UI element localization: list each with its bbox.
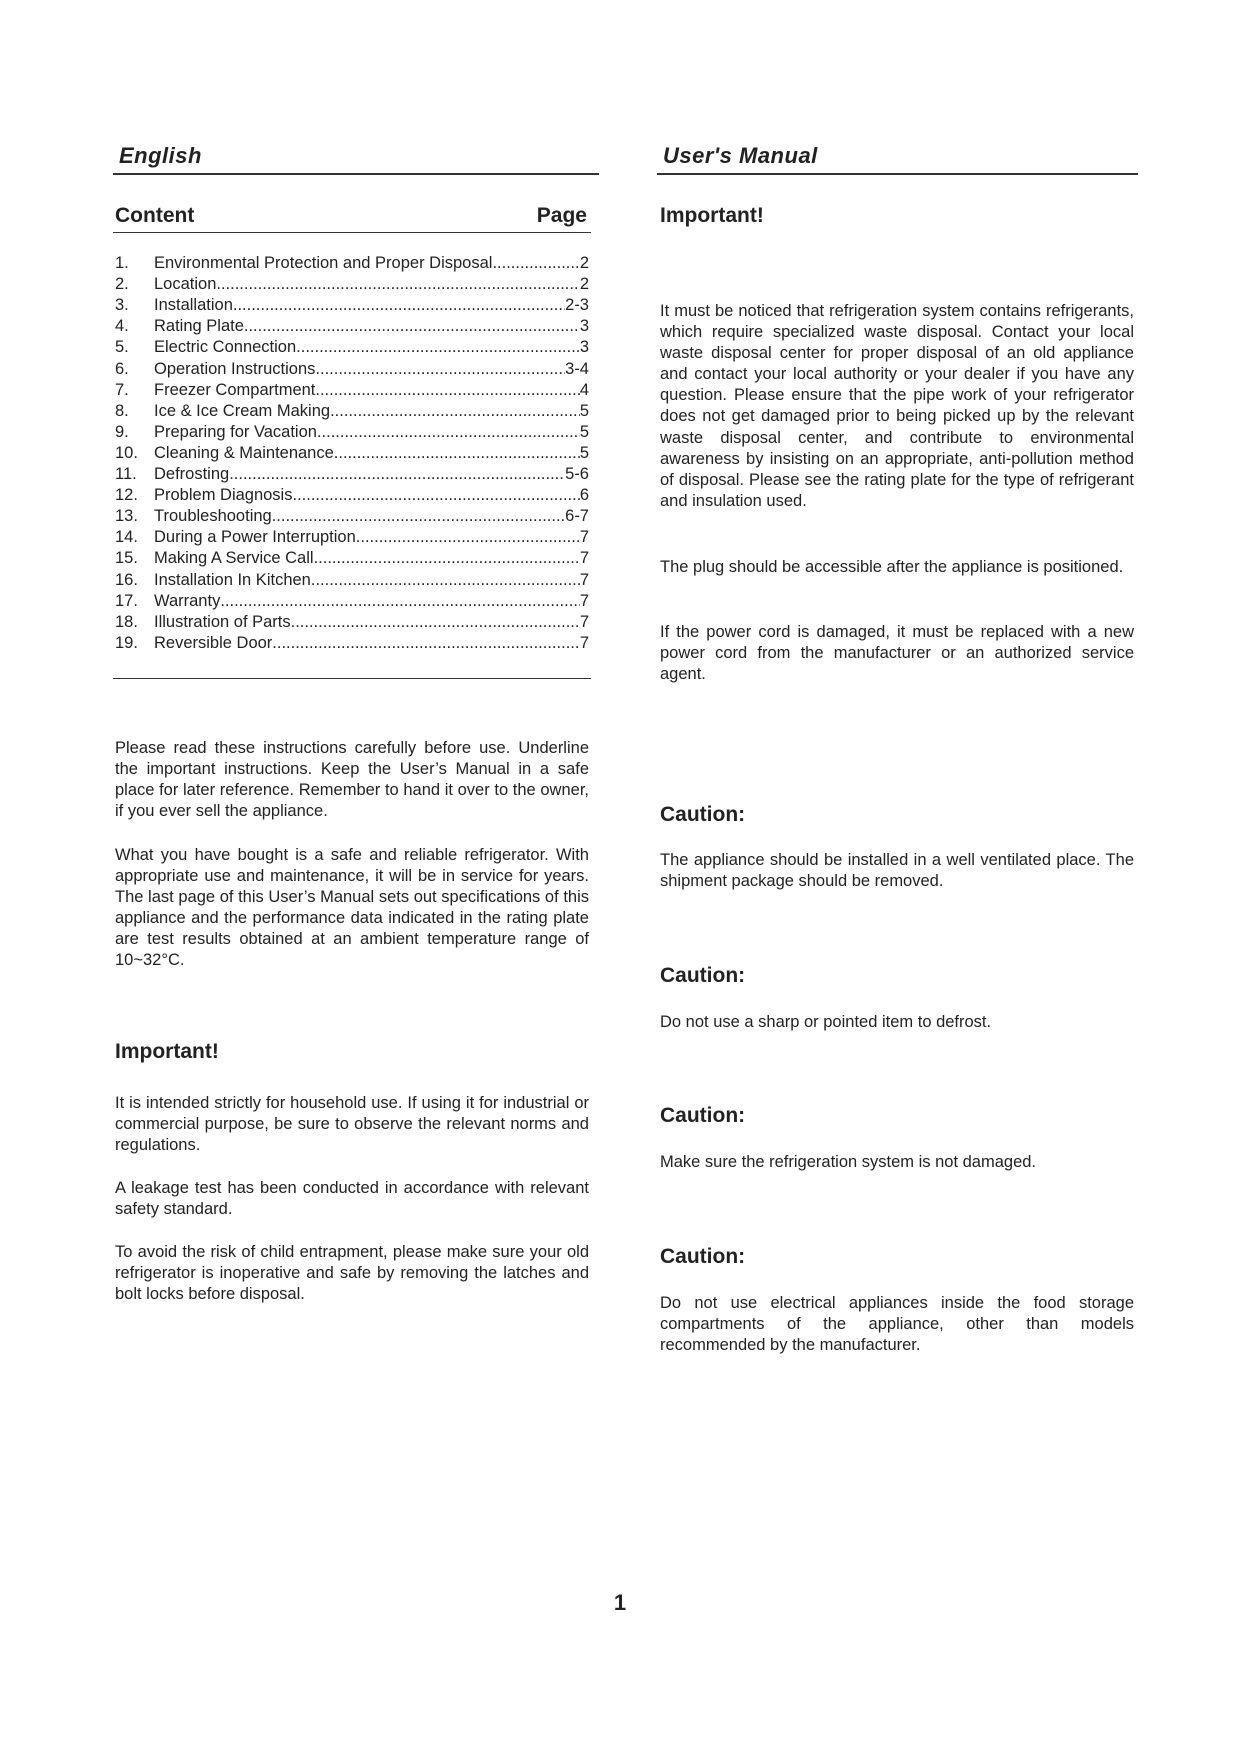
toc-item-leader <box>315 359 565 380</box>
toc-item-leader <box>311 570 580 591</box>
toc-item-leader <box>296 337 580 358</box>
toc-item <box>115 316 589 337</box>
toc-item-number: 1. <box>115 254 129 273</box>
toc-item-title: Cleaning & Maintenance <box>154 443 334 462</box>
toc-item-leader <box>291 612 580 633</box>
toc-item-leader <box>317 422 580 443</box>
left-important-paragraph-1: It is intended strictly for household use. If using it for industrial or commercial purpose, be sure to observe the relevant norms and regulations. <box>115 1094 589 1155</box>
caution-text-1: The appliance should be installed in a well ventilated place. The shipment package should be removed. <box>660 851 1134 891</box>
toc-item-page: 5 <box>579 422 589 441</box>
toc-item-title: Location <box>154 275 217 294</box>
caution-heading-2: Caution: <box>660 964 746 987</box>
toc-item-page: 3 <box>579 338 589 357</box>
toc-item-page: 6-7 <box>565 507 589 526</box>
toc-item-number: 2. <box>115 275 129 294</box>
toc-item-title: Installation <box>154 296 233 315</box>
toc-item-title: Warranty <box>154 591 221 610</box>
caution-text-4: Do not use electrical appliances inside the food storage compartments of the appliance, other than models recommended by the manufacturer. <box>660 1294 1134 1355</box>
toc-item <box>115 274 589 295</box>
toc-item-page: 4 <box>579 380 589 399</box>
caution-text-2: Do not use a sharp or pointed item to defrost. <box>660 1013 992 1031</box>
toc-item-page: 5-6 <box>565 465 589 484</box>
left-important-paragraph-2: A leakage test has been conducted in accordance with relevant safety standard. <box>115 1179 589 1219</box>
left-important-paragraph-3: To avoid the risk of child entrapment, please make sure your old refrigerator is inoperative and safe by removing the latches and bolt locks before disposal. <box>115 1243 589 1304</box>
toc-item-page: 7 <box>579 570 589 589</box>
toc-item-title: Illustration of Parts <box>154 612 291 631</box>
toc-item-title: Electric Connection <box>154 338 297 357</box>
caution-heading-3: Caution: <box>660 1104 746 1127</box>
caution-heading-1: Caution: <box>660 803 746 826</box>
toc-item-leader <box>315 380 579 401</box>
toc-item-title: Operation Instructions <box>154 359 316 378</box>
right-important-paragraph-1: It must be noticed that refrigeration system contains refrigerants, which require specialized waste disposal. Contact your local waste disposal center for proper disposal of an old appliance and contact your local authority or your dealer if you have any question. Please ensure that the pipe work of your refrigerator does not get damaged prior to being picked up by the relevant waste disposal center, and contribute to environmental awareness by insisting on an appropriate, anti-pollution method of disposal. Please see the rating plate for the type of refrigerant and insulation used. <box>660 302 1134 510</box>
toc-item-number: 15. <box>115 549 138 568</box>
toc-divider <box>113 678 591 679</box>
right-important-paragraph-3: If the power cord is damaged, it must be replaced with a new power cord from the manufacturer or an authorized service agent. <box>660 623 1134 684</box>
toc-item-leader <box>356 527 580 548</box>
toc-item-leader <box>229 464 565 485</box>
toc-item-title: Ice & Ice Cream Making <box>154 401 331 420</box>
toc-item-title: Troubleshooting <box>154 507 272 526</box>
toc-item-page: 7 <box>579 528 589 547</box>
toc-item-page: 3 <box>579 317 589 336</box>
toc-item-leader <box>216 274 579 295</box>
toc-item <box>115 337 589 358</box>
toc-item-title: Making A Service Call <box>154 549 314 568</box>
toc-item-page: 6 <box>579 486 589 505</box>
toc-item-leader <box>292 485 579 506</box>
toc-item <box>115 443 589 464</box>
toc-item-page: 2 <box>579 275 589 294</box>
left-important-heading: Important! <box>115 1040 219 1063</box>
toc-item-title: Defrosting <box>154 465 230 484</box>
toc-page-label: Page <box>536 204 587 227</box>
toc-item <box>115 358 589 379</box>
toc-item-number: 8. <box>115 401 129 420</box>
right-important-heading: Important! <box>660 204 764 227</box>
right-important-paragraph-2: The plug should be accessible after the appliance is positioned. <box>660 558 1124 576</box>
toc-item <box>115 527 589 548</box>
toc-item-number: 19. <box>115 633 138 652</box>
caution-text-3: Make sure the refrigeration system is not damaged. <box>660 1153 1037 1171</box>
toc-item-page: 2-3 <box>565 296 589 315</box>
toc-item <box>115 633 589 654</box>
toc-item-leader <box>330 401 580 422</box>
toc-item-leader <box>272 506 565 527</box>
toc-item-leader <box>244 316 580 337</box>
toc-item-title: Rating Plate <box>154 317 244 336</box>
toc-title: Content <box>115 204 195 227</box>
toc-item <box>115 485 589 506</box>
toc-item <box>115 548 589 569</box>
toc-item-title: Problem Diagnosis <box>154 486 293 505</box>
toc-list <box>115 253 589 654</box>
toc-item-title: Installation In Kitchen <box>154 570 311 589</box>
toc-item-title: During a Power Interruption <box>154 528 356 547</box>
toc-item <box>115 253 589 274</box>
toc-item <box>115 401 589 422</box>
toc-header <box>113 204 591 233</box>
toc-item <box>115 464 589 485</box>
toc-item-number: 10. <box>115 443 138 462</box>
caution-heading-4: Caution: <box>660 1245 746 1268</box>
toc-item <box>115 380 589 401</box>
toc-item-number: 6. <box>115 359 129 378</box>
toc-item-title: Reversible Door <box>154 633 273 652</box>
header-title: User's Manual <box>657 143 1138 175</box>
toc-item <box>115 591 589 612</box>
toc-item-page: 7 <box>579 612 589 631</box>
toc-item-leader <box>272 633 580 654</box>
toc-item-page: 7 <box>579 549 589 568</box>
toc-item-number: 11. <box>115 465 137 484</box>
toc-item-number: 12. <box>115 486 138 505</box>
toc-item-page: 2 <box>579 254 589 273</box>
header-language: English <box>113 143 599 175</box>
toc-item-title: Environmental Protection and Proper Disposal <box>154 254 493 273</box>
toc-item-number: 17. <box>115 591 138 610</box>
toc-item-number: 14. <box>115 528 138 547</box>
toc-item <box>115 569 589 590</box>
intro-paragraph-1: Please read these instructions carefully before use. Underline the important instructions. Keep the User’s Manual in a safe place for later reference. Remember to hand it over to the owner, if you ever sell the appliance. <box>115 739 589 821</box>
toc-item-page: 5 <box>579 401 589 420</box>
toc-item-number: 5. <box>115 338 129 357</box>
toc-item-number: 13. <box>115 507 138 526</box>
toc-item-leader <box>314 548 580 569</box>
page-number: 1 <box>613 1590 627 1615</box>
toc-item-title: Freezer Compartment <box>154 380 316 399</box>
toc-item-title: Preparing for Vacation <box>154 422 317 441</box>
toc-item-leader <box>334 443 580 464</box>
toc-item-number: 9. <box>115 422 129 441</box>
toc-item-leader <box>492 253 579 274</box>
toc-item <box>115 295 589 316</box>
toc-item-number: 16. <box>115 570 138 589</box>
toc-item <box>115 422 589 443</box>
toc-item-number: 18. <box>115 612 138 631</box>
toc-item-page: 7 <box>579 591 589 610</box>
toc-item-leader <box>220 591 579 612</box>
toc-item <box>115 506 589 527</box>
toc-item-number: 7. <box>115 380 129 399</box>
toc-item-page: 7 <box>579 633 589 652</box>
toc-item-number: 4. <box>115 317 129 336</box>
toc-item-page: 3-4 <box>565 359 589 378</box>
toc-item-page: 5 <box>579 443 589 462</box>
toc-item-leader <box>233 295 565 316</box>
toc-item <box>115 612 589 633</box>
intro-paragraph-2: What you have bought is a safe and reliable refrigerator. With appropriate use and maintenance, it will be in service for years. The last page of this User’s Manual sets out specifications of this appliance and the performance data indicated in the rating plate are test results obtained at an ambient temperature range of 10~32°C. <box>115 846 589 970</box>
toc-item-number: 3. <box>115 296 129 315</box>
